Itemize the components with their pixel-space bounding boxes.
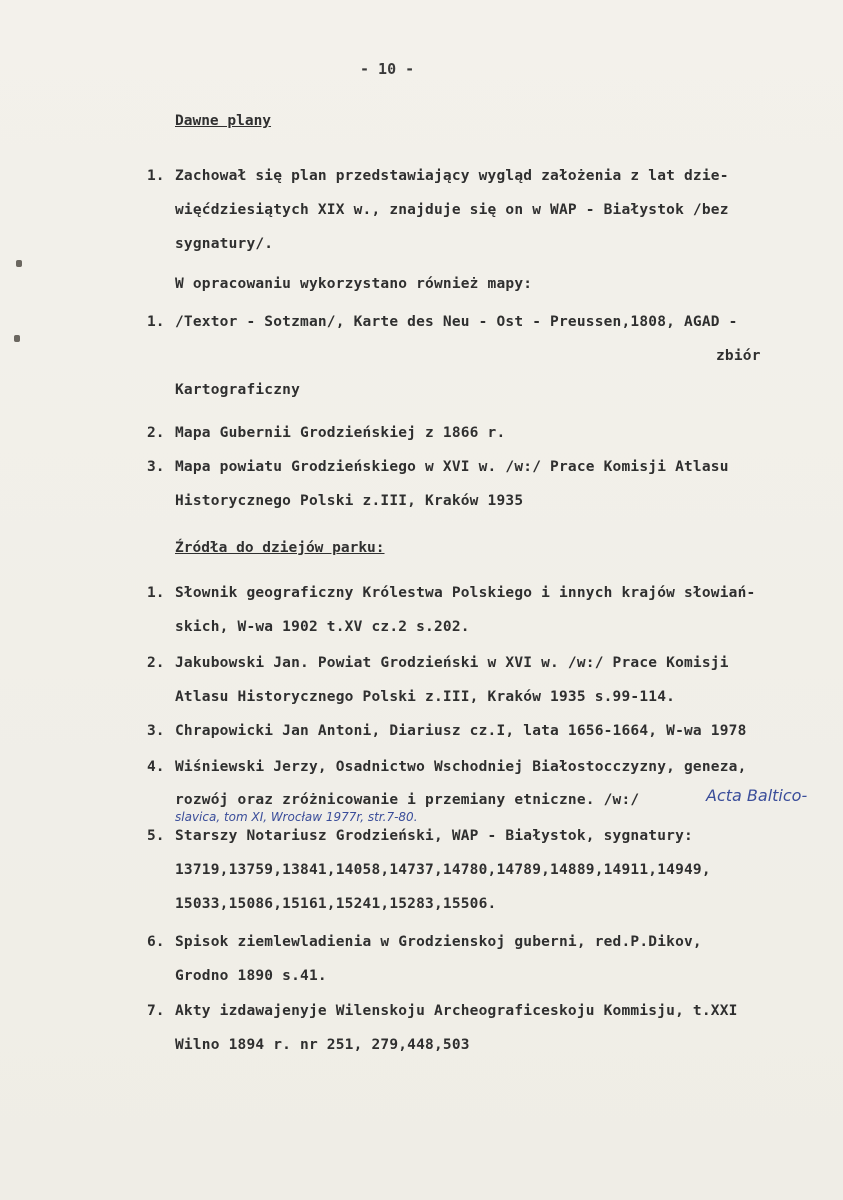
punch-hole-mark <box>16 260 22 267</box>
list-number: 7. <box>147 1003 165 1019</box>
punch-hole-mark <box>14 335 20 342</box>
text-line: Słownik geograficzny Królestwa Polskiego i innych krajów słowiań- <box>175 585 756 601</box>
text-line: 15033,15086,15161,15241,15283,15506. <box>175 896 497 912</box>
handwritten-annotation: Acta Baltico- <box>706 786 808 805</box>
text-line: sygnatury/. <box>175 236 274 252</box>
text-line: 13719,13759,13841,14058,14737,14780,14789,14889,14911,14949, <box>175 862 711 878</box>
text-line: skich, W-wa 1902 t.XV cz.2 s.202. <box>175 619 470 635</box>
list-number: 6. <box>147 934 165 950</box>
text-line: Starszy Notariusz Grodzieński, WAP - Białystok, sygnatury: <box>175 828 693 844</box>
text-line: Chrapowicki Jan Antoni, Diariusz cz.I, lata 1656-1664, W-wa 1978 <box>175 723 747 739</box>
text-line: Spisok ziemlewladienia w Grodzienskoj guberni, red.P.Dikov, <box>175 934 702 950</box>
page-number: - 10 - <box>360 60 415 78</box>
text-line: Zachował się plan przedstawiający wygląd założenia z lat dzie- <box>175 168 729 184</box>
text-line: Wilno 1894 r. nr 251, 279,448,503 <box>175 1037 470 1053</box>
text-line: Atlasu Historycznego Polski z.III, Kraków 1935 s.99-114. <box>175 689 676 705</box>
text-line: Kartograficzny <box>175 382 301 398</box>
text-line: Grodno 1890 s.41. <box>175 968 327 984</box>
text-line: więćdziesiątych XIX w., znajduje się on w WAP - Białystok /bez <box>175 202 729 218</box>
list-number: 4. <box>147 759 165 775</box>
list-number: 3. <box>147 459 165 475</box>
text-line: Jakubowski Jan. Powiat Grodzieński w XVI w. /w:/ Prace Komisji <box>175 655 729 671</box>
list-number: 1. <box>147 168 165 184</box>
list-number: 1. <box>147 585 165 601</box>
text-line: zbiór <box>716 348 761 364</box>
text-line: Akty izdawajenyje Wilenskoju Archeograficeskoju Kommisju, t.XXI <box>175 1003 738 1019</box>
text-line: Historycznego Polski z.III, Kraków 1935 <box>175 493 524 509</box>
text-line: Wiśniewski Jerzy, Osadnictwo Wschodniej Białostocczyzny, geneza, <box>175 759 747 775</box>
section-heading-old-plans: Dawne plany <box>175 113 272 129</box>
text-line: rozwój oraz zróżnicowanie i przemiany etniczne. /w:/ <box>175 792 640 808</box>
text-line: Mapa Gubernii Grodzieńskiej z 1866 r. <box>175 425 506 441</box>
list-number: 3. <box>147 723 165 739</box>
list-number: 5. <box>147 828 165 844</box>
list-number: 1. <box>147 314 165 330</box>
section-heading-park-sources: Źródła do dziejów parku: <box>175 540 385 556</box>
text-line: Mapa powiatu Grodzieńskiego w XVI w. /w:/ Prace Komisji Atlasu <box>175 459 729 475</box>
list-number: 2. <box>147 655 165 671</box>
list-number: 2. <box>147 425 165 441</box>
text-line: W opracowaniu wykorzystano również mapy: <box>175 276 533 292</box>
handwritten-annotation: slavica, tom XI, Wrocław 1977r, str.7-80. <box>175 810 418 824</box>
text-line: /Textor - Sotzman/, Karte des Neu - Ost - Preussen,1808, AGAD - <box>175 314 738 330</box>
